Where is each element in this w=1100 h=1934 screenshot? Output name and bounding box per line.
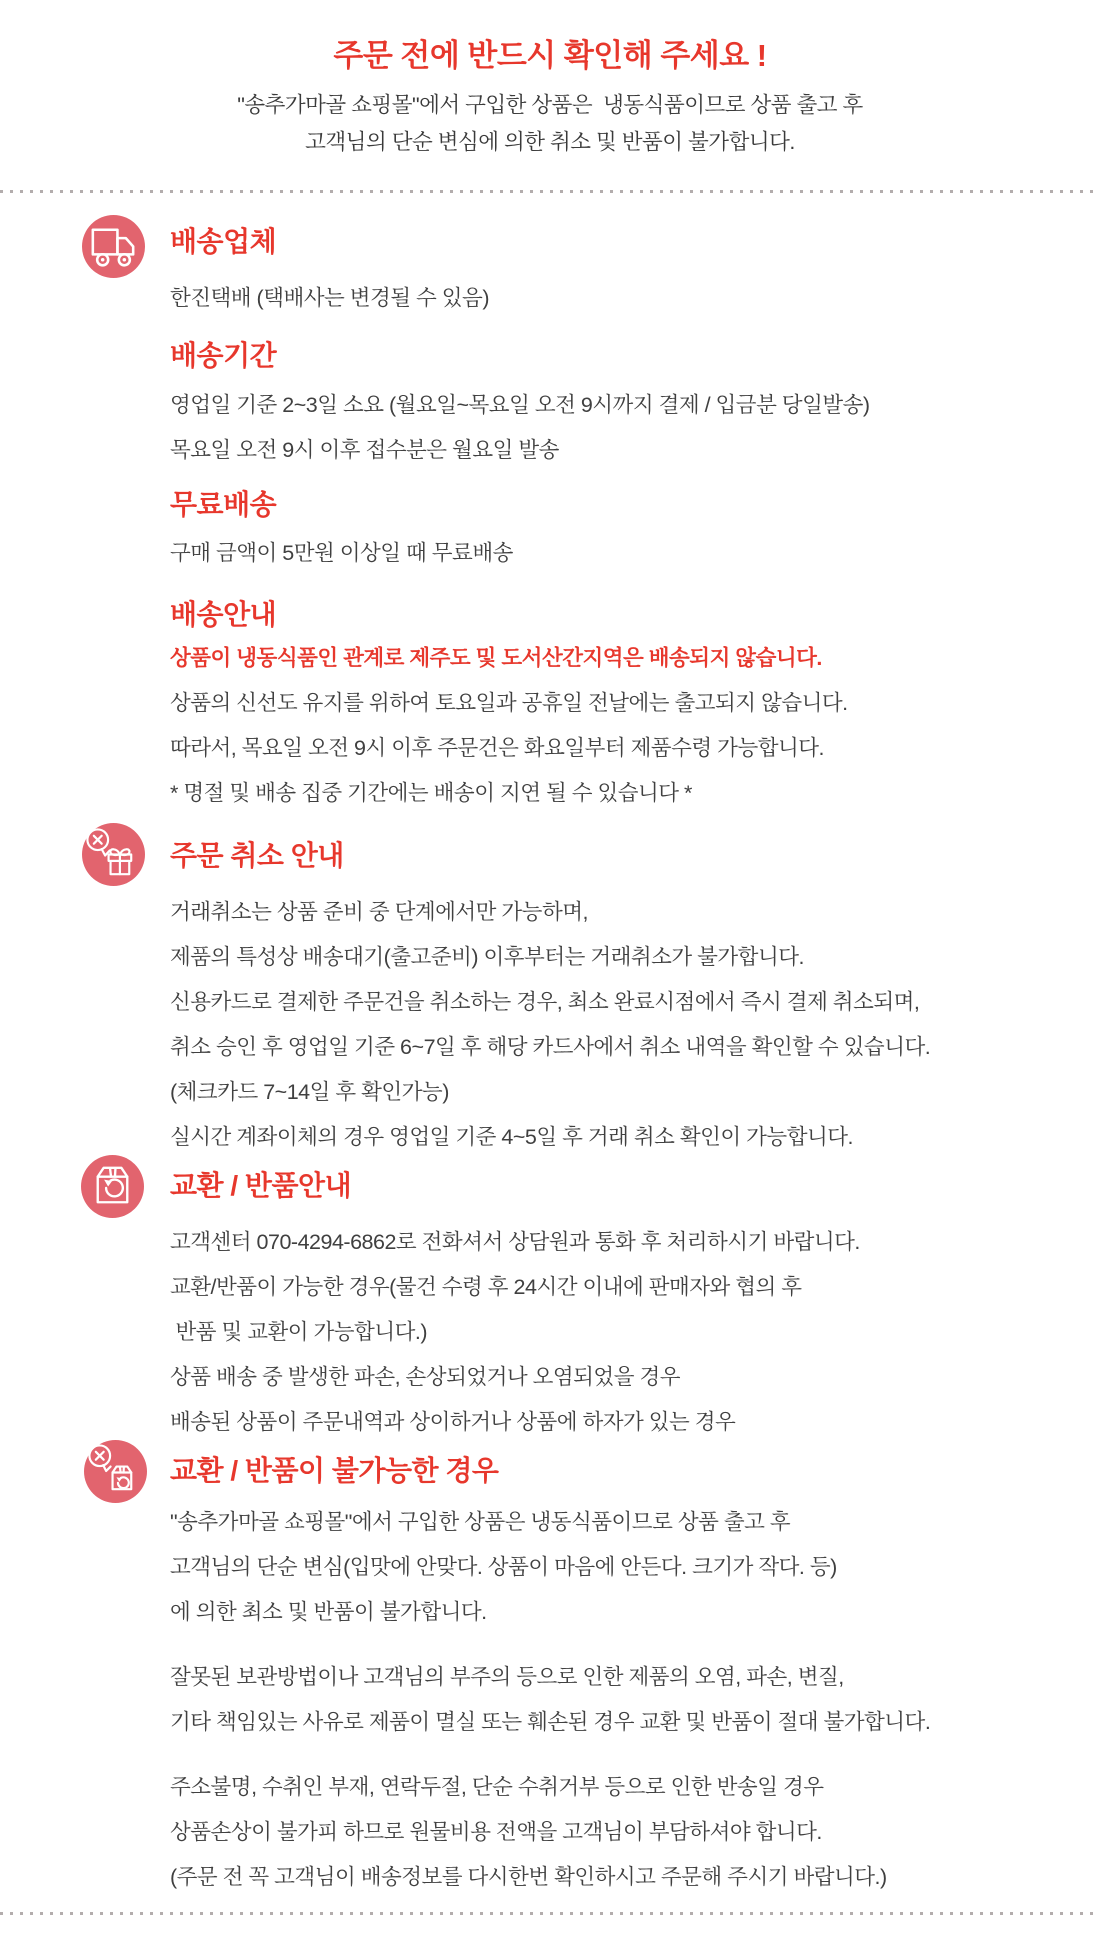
notice-line: 교환/반품이 가능한 경우(물건 수령 후 24시간 이내에 판매자와 협의 후: [170, 1275, 802, 1299]
notice-line: 고객센터 070-4294-6862로 전화셔서 상담원과 통화 후 처리하시기 바랍니다.: [170, 1230, 860, 1254]
order-cancel-gift-icon: [82, 823, 145, 886]
page-header: [0, 0, 1100, 161]
notice-line-emphasis: 상품이 냉동식품인 관계로 제주도 및 도서산간지역은 배송되지 않습니다.: [170, 646, 822, 670]
notice-line: "송추가마골 쇼핑몰"에서 구입한 상품은 냉동식품이므로 상품 출고 후: [170, 1510, 791, 1534]
notice-line: 기타 책임있는 사유로 제품이 멸실 또는 훼손된 경우 교환 및 반품이 절대 불가합니다.: [170, 1710, 931, 1734]
notice-line: (주문 전 꼭 고객님이 배송정보를 다시한번 확인하시고 주문해 주시기 바랍니다.): [170, 1865, 887, 1889]
section-heading-order-cancel: 주문 취소 안내: [170, 840, 344, 871]
subtitle-line: "송추가마골 쇼핑몰"에서 구입한 상품은 냉동식품이므로 상품 출고 후: [237, 93, 863, 117]
section-heading-free-shipping: 무료배송: [170, 489, 277, 520]
notice-line: 상품손상이 불가피 하므로 원물비용 전액을 고객님이 부담하셔야 합니다.: [170, 1820, 822, 1844]
dotted-divider-top: [0, 190, 1100, 193]
notice-line: 신용카드로 결제한 주문건을 취소하는 경우, 최소 완료시점에서 즉시 결제 취소되며,: [170, 990, 920, 1014]
paragraph: [170, 383, 1050, 473]
notice-line: 실시간 계좌이체의 경우 영업일 기준 4~5일 후 거래 취소 확인이 가능합니다.: [170, 1125, 853, 1149]
section-heading-exchange-impossible: 교환 / 반품이 불가능한 경우: [170, 1455, 499, 1486]
page-title: 주문 전에 반드시 확인해 주세요 !: [333, 38, 767, 73]
notice-line: 배송된 상품이 주문내역과 상이하거나 상품에 하자가 있는 경우: [170, 1410, 736, 1434]
notice-line: 한진택배 (택배사는 변경될 수 있음): [170, 286, 489, 310]
notice-line: 반품 및 교환이 가능합니다.): [170, 1320, 427, 1344]
section-heading-shipping-info: 배송안내: [170, 599, 277, 630]
header-subtitle: [0, 87, 1100, 161]
notice-line: 에 의한 최소 및 반품이 불가합니다.: [170, 1600, 487, 1624]
paragraph: [170, 1220, 1050, 1445]
notice-line: 취소 승인 후 영업일 기준 6~7일 후 해당 카드사에서 취소 내역을 확인할 수 있습니다.: [170, 1035, 931, 1059]
notice-line: 따라서, 목요일 오전 9시 이후 주문건은 화요일부터 제품수령 가능합니다.: [170, 736, 824, 760]
notice-line: 고객님의 단순 변심(입맛에 안맞다. 상품이 마음에 안든다. 크기가 작다. 등): [170, 1555, 837, 1579]
notice-line: 잘못된 보관방법이나 고객님의 부주의 등으로 인한 제품의 오염, 파손, 변질,: [170, 1665, 844, 1689]
notice-line: 제품의 특성상 배송대기(출고준비) 이후부터는 거래취소가 불가합니다.: [170, 945, 804, 969]
notice-line: 거래취소는 상품 준비 중 단계에서만 가능하며,: [170, 900, 588, 924]
notice-content: [170, 225, 1050, 1900]
paragraph: [170, 1500, 1050, 1635]
paragraph: [170, 636, 1050, 816]
notice-line: 상품의 신선도 유지를 위하여 토요일과 공휴일 전날에는 출고되지 않습니다.: [170, 691, 848, 715]
notice-line: 상품 배송 중 발생한 파손, 손상되었거나 오염되었을 경우: [170, 1365, 680, 1389]
section-heading-shipping-period: 배송기간: [170, 340, 277, 371]
paragraph: [170, 1765, 1050, 1900]
section-heading-shipping-company: 배송업체: [170, 226, 277, 257]
notice-line: 영업일 기준 2~3일 소요 (월요일~목요일 오전 9시까지 결제 / 입금분 당일발송): [170, 393, 870, 417]
dotted-divider-bottom: [0, 1912, 1100, 1915]
notice-line: 주소불명, 수취인 부재, 연락두절, 단순 수취거부 등으로 인한 반송일 경우: [170, 1775, 824, 1799]
paragraph: [170, 890, 1050, 1160]
notice-line: * 명절 및 배송 집중 기간에는 배송이 지연 될 수 있습니다 *: [170, 781, 692, 805]
notice-line: (체크카드 7~14일 후 확인가능): [170, 1080, 449, 1104]
delivery-truck-icon: [82, 215, 145, 278]
subtitle-line: 고객님의 단순 변심에 의한 취소 및 반품이 불가합니다.: [305, 130, 795, 154]
notice-line: 목요일 오전 9시 이후 접수분은 월요일 발송: [170, 438, 559, 462]
notice-line: 구매 금액이 5만원 이상일 때 무료배송: [170, 541, 513, 565]
package-return-icon: [81, 1155, 144, 1218]
paragraph: [170, 1655, 1050, 1745]
section-heading-exchange-return: 교환 / 반품안내: [170, 1170, 352, 1201]
no-exchange-return-icon: [84, 1440, 147, 1503]
